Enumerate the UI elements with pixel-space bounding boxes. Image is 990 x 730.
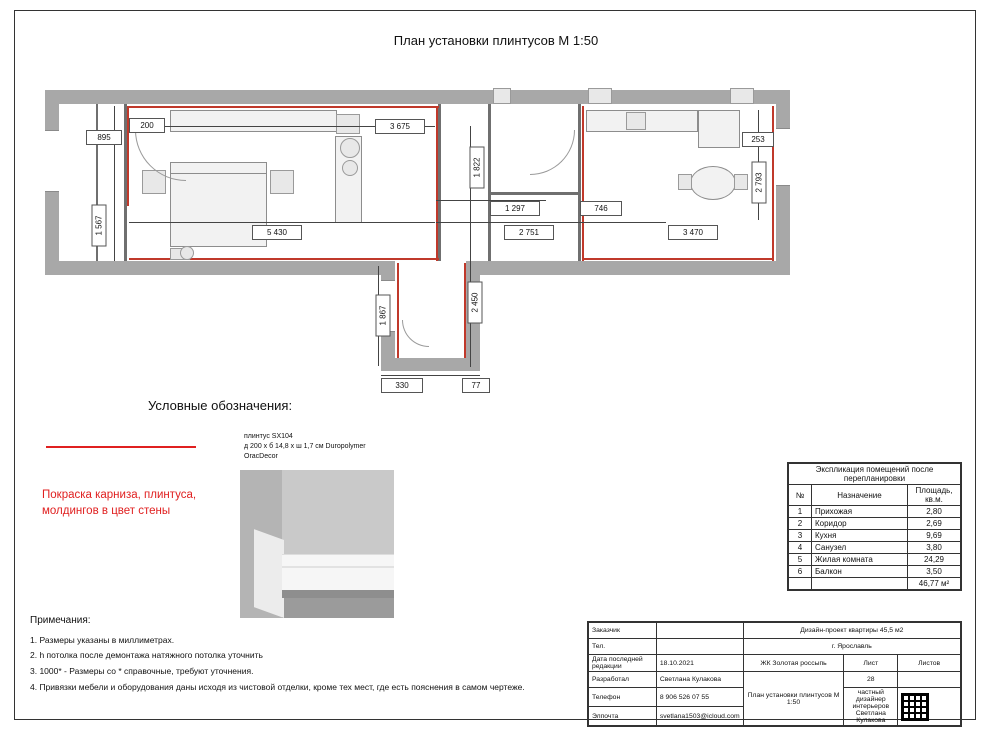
legend-paint-note <box>42 488 252 519</box>
photo-baseboard-side <box>254 529 284 618</box>
stamp-author-line1: частный дизайнер <box>855 689 886 703</box>
row-area: 2,80 <box>908 506 961 518</box>
stamp-label-sheets: Листов <box>898 655 961 672</box>
stamp-author-line3: Светлана Кулакова <box>855 710 886 724</box>
stamp-sheet-number: 28 <box>844 672 898 688</box>
legend-title: Условные обозначения: <box>148 398 293 413</box>
stamp-author <box>844 688 898 726</box>
row-name: Кухня <box>812 530 908 542</box>
photo-floor-shadow <box>282 590 394 598</box>
dimension-label: 2 793 <box>752 162 767 204</box>
stamp-drawing-title-line2: 1:50 <box>786 698 801 706</box>
row-name: Санузел <box>812 542 908 554</box>
wall-balcony-bottom <box>381 358 480 371</box>
baseboard-line-kitchen-bottom <box>584 258 774 260</box>
stamp-value-developer: Светлана Кулакова <box>656 672 743 688</box>
furniture-wardrobe-top <box>170 110 337 132</box>
room-balcony <box>395 261 466 358</box>
legend-baseboard-line1: плинтус SX104 <box>244 433 293 440</box>
dimline-balcony-bottom <box>381 375 480 376</box>
dimension-label: 2 751 <box>504 225 554 240</box>
dimension-label: 5 430 <box>252 225 302 240</box>
stamp-author-line2: интерьеров <box>852 703 890 710</box>
explication-table <box>787 462 962 591</box>
stamp-project-title: Дизайн-проект квартиры 45,5 м2 <box>743 623 960 639</box>
stamp-value-customer-phone <box>656 639 743 655</box>
dimension-label: 746 <box>580 201 622 216</box>
stamp-value-email: svetlana1503@icloud.com <box>656 707 743 726</box>
wall-outer-bottom-left <box>45 261 395 275</box>
row-num: 5 <box>789 554 812 566</box>
note-item: 3. 1000* - Размеры со * справочные, требуют уточнения. <box>30 665 254 676</box>
wall-outer-bottom-right <box>480 261 790 275</box>
furniture-dining-table <box>690 166 736 200</box>
baseboard-line-balcony-left <box>397 263 399 358</box>
dimline-living-width <box>129 222 435 223</box>
furniture-plant <box>180 246 194 260</box>
stamp-qr-cell <box>898 688 961 726</box>
baseboard-line-corridor <box>436 106 438 261</box>
stamp-value-rev-date: 18.10.2021 <box>656 655 743 672</box>
baseboard-photo <box>240 470 394 618</box>
stamp-label-phone: Телефон <box>589 688 657 707</box>
explication-col-area: Площадь, кв.м. <box>908 485 961 506</box>
baseboard-line-kitchen-right <box>772 106 774 261</box>
furniture-bath-fixture <box>493 88 511 104</box>
table-row <box>789 554 961 566</box>
partition-vertical-4 <box>578 104 581 261</box>
total-name <box>812 578 908 590</box>
row-num: 4 <box>789 542 812 554</box>
explication-col-num: № <box>789 485 812 506</box>
row-area: 3,50 <box>908 566 961 578</box>
dimension-label: 330 <box>381 378 423 393</box>
note-item: 2. h потолка после демонтажа натяжного потолка уточнить <box>30 650 263 661</box>
dimension-label: 3 470 <box>668 225 718 240</box>
furniture-wall-cabinet-2 <box>730 88 754 104</box>
stamp-value-phone: 8 906 526 07 55 <box>656 688 743 707</box>
title-block <box>587 621 962 727</box>
row-name: Балкон <box>812 566 908 578</box>
notes-block <box>30 612 550 695</box>
photo-baseboard-groove <box>282 566 394 568</box>
furniture-wall-cabinet <box>588 88 612 104</box>
stamp-label-sheet: Лист <box>844 655 898 672</box>
window-right <box>776 128 790 186</box>
photo-baseboard-front <box>282 554 394 595</box>
baseboard-line-top <box>129 106 439 108</box>
stamp-label-rev-date: Дата последней редакции <box>589 655 657 672</box>
furniture-tv-unit <box>336 114 360 134</box>
explication-col-name: Назначение <box>812 485 908 506</box>
stamp-city: г. Ярославль <box>743 639 960 655</box>
table-row <box>789 518 961 530</box>
stamp-label-developer: Разработал <box>589 672 657 688</box>
furniture-round-chair <box>342 160 358 176</box>
row-area: 24,29 <box>908 554 961 566</box>
baseboard-line-balcony-right <box>464 263 466 358</box>
total-num <box>789 578 812 590</box>
furniture-kitchen-sink <box>626 112 646 130</box>
qr-code-icon <box>901 693 929 721</box>
note-item: 4. Привязки мебели и оборудования даны исходя из чистовой отделки, кроме тех мест, где есть пояснения в самом чертеже. <box>30 681 525 692</box>
wall-outer-top <box>45 90 790 104</box>
partition-horizontal-1 <box>488 192 580 195</box>
baseboard-line-kitchen-left <box>582 106 584 261</box>
dimension-label: 200 <box>129 118 165 133</box>
explication-title-line1: Экспликация помещений после <box>815 465 934 474</box>
partition-vertical-3 <box>488 104 491 261</box>
legend-paint-line1: Покраска карниза, плинтуса, <box>42 489 197 501</box>
legend-paint-line2: молдингов в цвет стены <box>42 504 171 517</box>
dimension-label: 77 <box>462 378 490 393</box>
dimension-label: 895 <box>86 130 122 145</box>
dimension-label: 1 867 <box>376 295 391 337</box>
stamp-label-customer-phone: Тел. <box>589 639 657 655</box>
dimension-label: 1 822 <box>470 147 485 189</box>
window-left <box>45 130 59 192</box>
legend-red-line-sample <box>46 446 196 448</box>
legend-baseboard-line3: OracDecor <box>244 453 278 461</box>
row-area: 3,80 <box>908 542 961 554</box>
dimension-label: 253 <box>742 132 774 147</box>
table-row <box>789 530 961 542</box>
legend-baseboard-line2: д 200 х б 14,8 х ш 1,7 см Duropolymer <box>244 443 366 451</box>
floor-plan <box>30 70 930 400</box>
explication-title-line2: перепланировки <box>843 474 906 483</box>
notes-title: Примечания: <box>30 615 91 626</box>
furniture-fridge <box>698 110 740 148</box>
row-area: 9,69 <box>908 530 961 542</box>
partition-vertical-2 <box>438 104 441 261</box>
row-num: 2 <box>789 518 812 530</box>
stamp-label-email: Элпочта <box>589 707 657 726</box>
stamp-drawing-title-line1: План установки плинтусов М <box>747 691 840 699</box>
row-name: Прихожая <box>812 506 908 518</box>
row-num: 6 <box>789 566 812 578</box>
furniture-nightstand-right <box>270 170 294 194</box>
page-title: План установки плинтусов М 1:50 <box>393 33 599 48</box>
total-area: 46,77 м² <box>908 578 961 590</box>
row-area: 2,69 <box>908 518 961 530</box>
table-row <box>789 566 961 578</box>
legend-baseboard-note <box>244 432 474 462</box>
explication-title <box>789 464 961 485</box>
furniture-dining-chair-1 <box>678 174 692 190</box>
stamp-sheets-total <box>898 672 961 688</box>
stamp-value-customer <box>656 623 743 639</box>
dimension-label: 1 297 <box>490 201 540 216</box>
note-item: 1. Размеры указаны в миллиметрах. <box>30 634 175 645</box>
dimension-label: 1 567 <box>92 205 107 247</box>
table-row <box>789 506 961 518</box>
stamp-complex: ЖК Золотая россыпь <box>743 655 844 672</box>
row-name: Жилая комната <box>812 554 908 566</box>
dimension-label: 3 675 <box>375 119 425 134</box>
furniture-round-table <box>340 138 360 158</box>
stamp-drawing-title <box>743 672 844 726</box>
dimension-label: 2 450 <box>468 282 483 324</box>
table-row <box>789 542 961 554</box>
furniture-dining-chair-2 <box>734 174 748 190</box>
stamp-label-customer: Заказчик <box>589 623 657 639</box>
row-name: Коридор <box>812 518 908 530</box>
table-row-total <box>789 578 961 590</box>
row-num: 1 <box>789 506 812 518</box>
row-num: 3 <box>789 530 812 542</box>
